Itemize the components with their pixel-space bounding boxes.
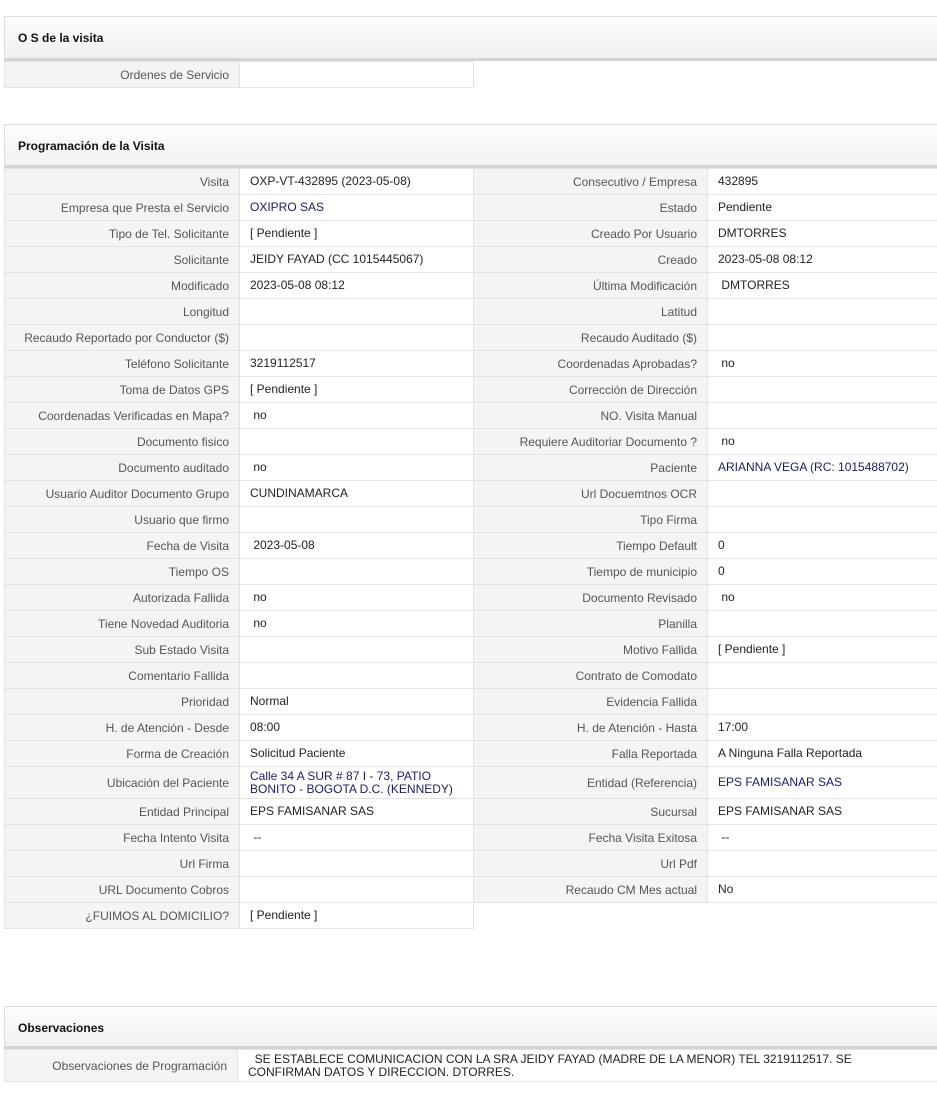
field-label: Última Modificación (474, 273, 708, 299)
table-row (5, 663, 937, 689)
empty-cell (474, 903, 708, 929)
table-row (5, 585, 937, 611)
field-value: 3219112517 (240, 351, 474, 377)
field-label: Corrección de Dirección (474, 377, 708, 403)
field-value (708, 507, 937, 533)
field-label: Estado (474, 195, 708, 221)
field-value: -- (240, 825, 474, 851)
field-label: Recaudo Auditado ($) (474, 325, 708, 351)
field-label: H. de Atención - Hasta (474, 715, 708, 741)
field-value: 2023-05-08 (240, 533, 474, 559)
field-value (708, 481, 937, 507)
field-value: no (708, 585, 937, 611)
os-section-title: O S de la visita (18, 30, 104, 45)
field-label: Motivo Fallida (474, 637, 708, 663)
field-label: Tiempo Default (474, 533, 708, 559)
table-row (5, 351, 937, 377)
field-value (708, 299, 937, 325)
field-label: Modificado (5, 273, 240, 299)
field-label: Comentario Fallida (5, 663, 240, 689)
field-value (708, 325, 937, 351)
field-value (240, 637, 474, 663)
field-value (708, 611, 937, 637)
field-label: Prioridad (5, 689, 240, 715)
field-value: [ Pendiente ] (240, 377, 474, 403)
table-row (5, 169, 937, 195)
table-row (5, 195, 937, 221)
field-label: Fecha Intento Visita (5, 825, 240, 851)
field-label: Paciente (474, 455, 708, 481)
field-label: Recaudo Reportado por Conductor ($) (5, 325, 240, 351)
table-row (5, 221, 937, 247)
field-label: Sub Estado Visita (5, 637, 240, 663)
ordenes-de-servicio-label: Ordenes de Servicio (5, 62, 240, 88)
table-row (5, 247, 937, 273)
field-value: Pendiente (708, 195, 937, 221)
field-value: 0 (708, 533, 937, 559)
field-value (708, 403, 937, 429)
observaciones-section-title: Observaciones (18, 1020, 105, 1035)
field-value: EPS FAMISANAR SAS (708, 767, 937, 799)
ordenes-de-servicio-value (240, 62, 474, 88)
table-row (5, 741, 937, 767)
field-value: no (240, 455, 474, 481)
field-label: Ubicación del Paciente (5, 767, 240, 799)
field-label: Url Firma (5, 851, 240, 877)
field-value (240, 559, 474, 585)
field-label: Coordenadas Verificadas en Mapa? (5, 403, 240, 429)
field-value: no (708, 351, 937, 377)
field-value: JEIDY FAYAD (CC 1015445067) (240, 247, 474, 273)
field-label: Sucursal (474, 799, 708, 825)
field-label: Contrato de Comodato (474, 663, 708, 689)
field-label: Creado Por Usuario (474, 221, 708, 247)
table-row (5, 559, 937, 585)
field-value: 17:00 (708, 715, 937, 741)
empty-cell (708, 903, 937, 929)
field-label: Tipo de Tel. Solicitante (5, 221, 240, 247)
field-value (708, 689, 937, 715)
field-value: [ Pendiente ] (240, 221, 474, 247)
field-value: Calle 34 A SUR # 87 I - 73, PATIO BONITO - BOGOTA D.C. (KENNEDY) (240, 767, 474, 799)
field-value: 2023-05-08 08:12 (708, 247, 937, 273)
field-value (240, 663, 474, 689)
table-row (5, 799, 937, 825)
field-value (240, 877, 474, 903)
field-label: Recaudo CM Mes actual (474, 877, 708, 903)
field-label: Usuario que firmo (5, 507, 240, 533)
field-value (240, 507, 474, 533)
os-section-table (4, 61, 474, 88)
field-label: Teléfono Solicitante (5, 351, 240, 377)
programacion-section-title: Programación de la Visita (18, 138, 165, 153)
programacion-section-header (4, 124, 937, 166)
observaciones-programacion-label: Observaciones de Programación (5, 1050, 238, 1082)
field-label: Documento Revisado (474, 585, 708, 611)
table-row (5, 825, 937, 851)
observaciones-section-header (4, 1006, 937, 1048)
field-value: ARIANNA VEGA (RC: 1015488702) (708, 455, 937, 481)
field-label: Longitud (5, 299, 240, 325)
table-row (5, 325, 937, 351)
field-value: 0 (708, 559, 937, 585)
field-value: DMTORRES (708, 273, 937, 299)
table-row (5, 715, 937, 741)
table-row (5, 507, 937, 533)
field-label: Falla Reportada (474, 741, 708, 767)
field-value: no (708, 429, 937, 455)
field-label: Url Docuemtnos OCR (474, 481, 708, 507)
field-value: 2023-05-08 08:12 (240, 273, 474, 299)
field-label: Url Pdf (474, 851, 708, 877)
table-row (5, 481, 937, 507)
field-label: NO. Visita Manual (474, 403, 708, 429)
field-value (240, 851, 474, 877)
table-row (5, 533, 937, 559)
field-label: ¿FUIMOS AL DOMICILIO? (5, 903, 240, 929)
field-label: Fecha de Visita (5, 533, 240, 559)
field-value: DMTORRES (708, 221, 937, 247)
field-value: No (708, 877, 937, 903)
field-label: Entidad Principal (5, 799, 240, 825)
field-value: EPS FAMISANAR SAS (240, 799, 474, 825)
field-value (708, 663, 937, 689)
table-row (5, 851, 937, 877)
table-row (5, 767, 937, 799)
field-value: -- (708, 825, 937, 851)
field-label: Requiere Auditoriar Documento ? (474, 429, 708, 455)
os-section-header (4, 16, 937, 58)
field-value (240, 299, 474, 325)
table-row (5, 62, 474, 88)
table-row (5, 273, 937, 299)
field-label: Empresa que Presta el Servicio (5, 195, 240, 221)
field-value: no (240, 611, 474, 637)
field-label: Tiempo OS (5, 559, 240, 585)
field-value (240, 325, 474, 351)
field-label: Forma de Creación (5, 741, 240, 767)
field-value: 432895 (708, 169, 937, 195)
table-row (5, 403, 937, 429)
field-label: Usuario Auditor Documento Grupo (5, 481, 240, 507)
field-value: CUNDINAMARCA (240, 481, 474, 507)
field-label: Consecutivo / Empresa (474, 169, 708, 195)
field-label: Tiempo de municipio (474, 559, 708, 585)
field-value (708, 851, 937, 877)
field-value: [ Pendiente ] (708, 637, 937, 663)
field-label: Documento auditado (5, 455, 240, 481)
field-value: no (240, 585, 474, 611)
field-value: 08:00 (240, 715, 474, 741)
field-value: A Ninguna Falla Reportada (708, 741, 937, 767)
observaciones-programacion-value: SE ESTABLECE COMUNICACION CON LA SRA JEIDY FAYAD (MADRE DE LA MENOR) TEL 3219112517. SE CONFIRMAN DATOS Y DIRECCION. DTORRES. (238, 1050, 937, 1082)
field-value: Solicitud Paciente (240, 741, 474, 767)
field-value: Normal (240, 689, 474, 715)
table-row (5, 299, 937, 325)
table-row (5, 637, 937, 663)
field-label: Autorizada Fallida (5, 585, 240, 611)
field-label: Planilla (474, 611, 708, 637)
field-label: Toma de Datos GPS (5, 377, 240, 403)
field-value: [ Pendiente ] (240, 903, 474, 929)
field-label: Latitud (474, 299, 708, 325)
table-row (5, 903, 937, 929)
field-label: Visita (5, 169, 240, 195)
field-label: Documento fisico (5, 429, 240, 455)
field-label: Solicitante (5, 247, 240, 273)
table-row (5, 455, 937, 481)
field-label: Coordenadas Aprobadas? (474, 351, 708, 377)
field-label: Fecha Visita Exitosa (474, 825, 708, 851)
table-row (5, 611, 937, 637)
table-row (5, 1050, 937, 1082)
table-row (5, 877, 937, 903)
observaciones-table (4, 1049, 937, 1082)
field-label: Tipo Firma (474, 507, 708, 533)
field-label: Evidencia Fallida (474, 689, 708, 715)
field-label: Entidad (Referencia) (474, 767, 708, 799)
field-value: no (240, 403, 474, 429)
field-value (240, 429, 474, 455)
field-value: OXIPRO SAS (240, 195, 474, 221)
field-label: Tiene Novedad Auditoria (5, 611, 240, 637)
field-value: EPS FAMISANAR SAS (708, 799, 937, 825)
field-value (708, 377, 937, 403)
field-label: Creado (474, 247, 708, 273)
field-label: H. de Atención - Desde (5, 715, 240, 741)
table-row (5, 689, 937, 715)
table-row (5, 377, 937, 403)
programacion-table (4, 168, 937, 929)
table-row (5, 429, 937, 455)
field-value: OXP-VT-432895 (2023-05-08) (240, 169, 474, 195)
field-label: URL Documento Cobros (5, 877, 240, 903)
